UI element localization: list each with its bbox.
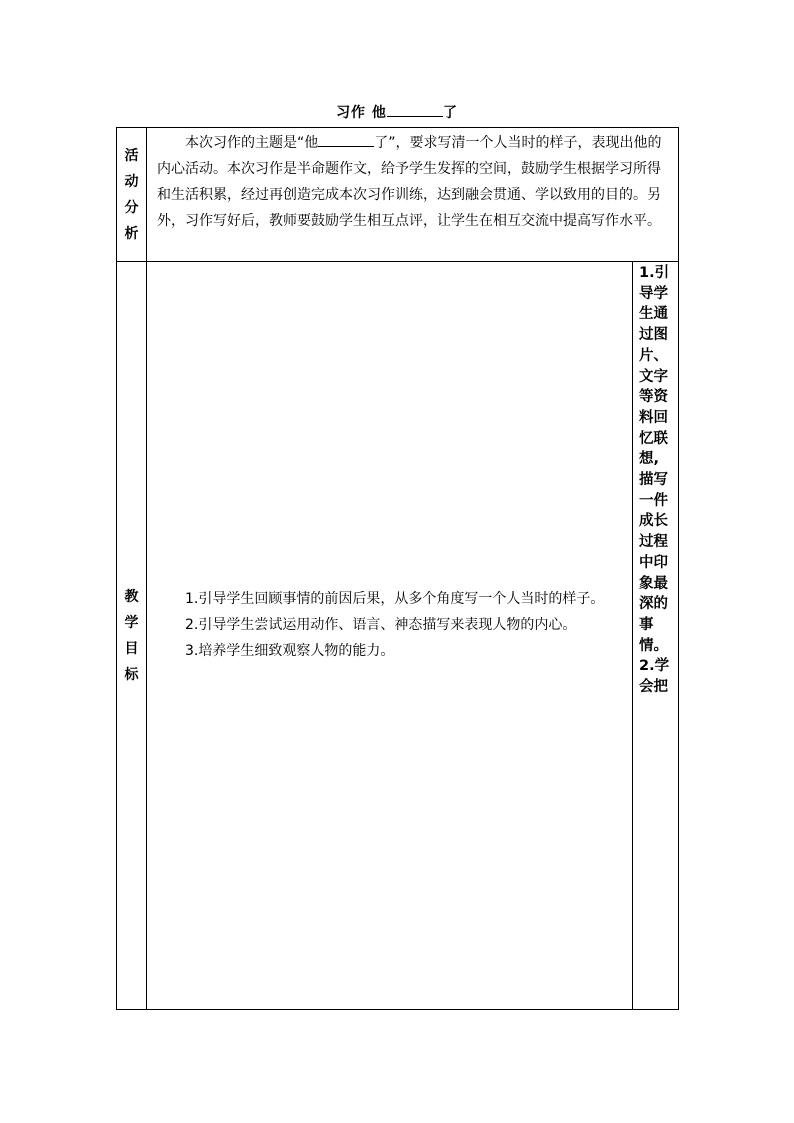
goals-row [117,262,679,1010]
goals-content [147,262,633,1010]
page-title [0,102,794,122]
goal-item-1: 1.引导学生回顾事情的前因后果，从多个角度写一个人当时的样子。 [185,591,605,607]
goals-label [117,262,147,1010]
analysis-row [117,128,679,262]
analysis-content [147,128,679,262]
title-prefix: 习作 他 [336,105,387,121]
goals-label-text: 教 学 目 标 [124,588,139,683]
goal-item-2: 2.引导学生尝试运用动作、语言、神态描写来表现人物的内心。 [185,617,577,633]
goal-item-3: 3.培养学生细致观察人物的能力。 [185,643,395,659]
analysis-label [117,128,147,262]
goals-side-cell [633,262,679,1010]
lesson-table [116,127,679,1010]
analysis-label-text: 活 动 分 析 [124,147,139,242]
analysis-text-a: 本次习作的主题是“他 [185,135,319,151]
analysis-blank [318,134,374,147]
goals-side-text: 1.引导学生通过图片、文字等资料回忆联想,描写一件成长过程中印象最深的事情。2.学会把 [639,265,670,696]
analysis-text-b: 了”，要求写清一个人当时的样子，表现出他的内心活动。本次习作是半命题作文，给予学生发挥的空间，鼓励学生根据学习所得和生活积累，经过再创造完成本次习作训练，达到融会贯通、学以致用的目的。另外，习作写好后，教师要鼓励学生相互点评，让学生在相互交流中提高写作水平。 [157,135,662,229]
title-suffix: 了 [442,105,458,121]
analysis-paragraph [157,130,670,234]
title-blank [387,104,443,117]
